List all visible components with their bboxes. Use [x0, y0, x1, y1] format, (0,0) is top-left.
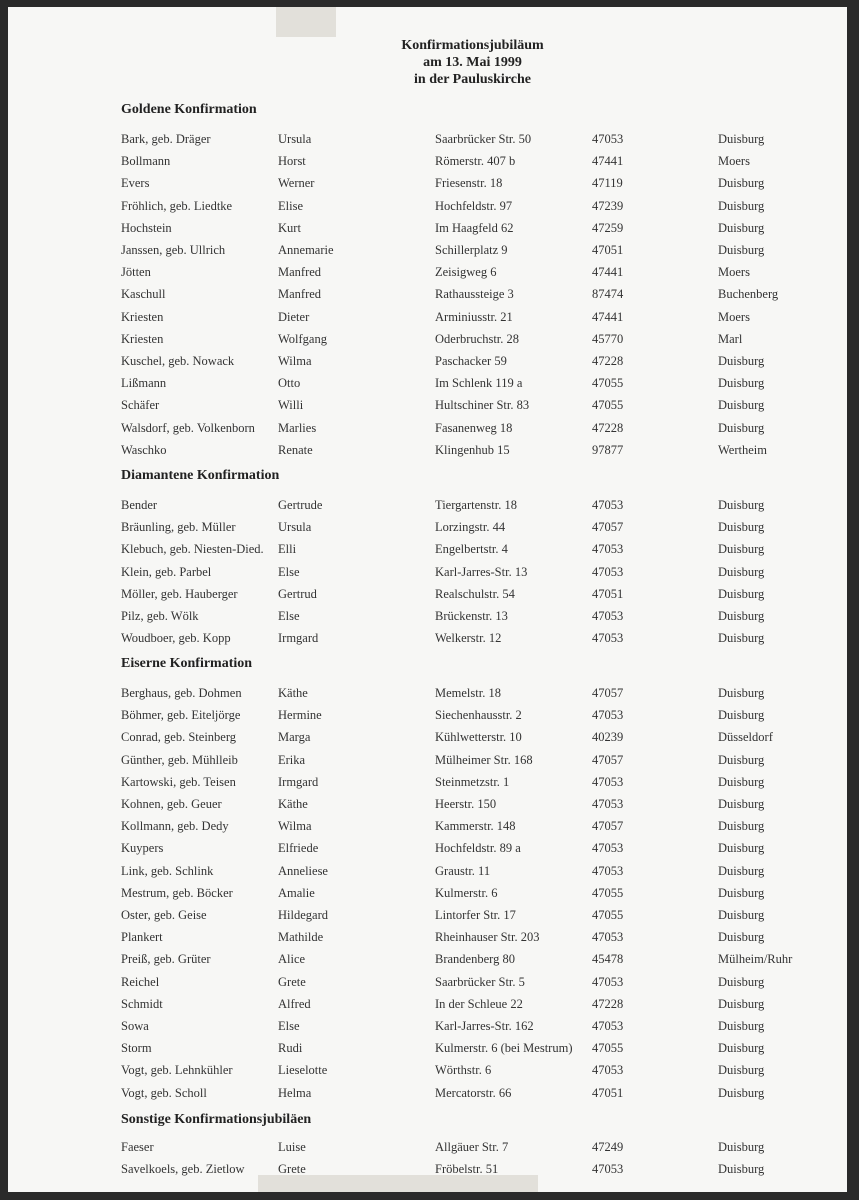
- postal-code: 97877: [592, 442, 624, 457]
- table-row: [8, 1041, 847, 1063]
- city: Duisburg: [718, 1140, 765, 1154]
- table-row: [8, 221, 847, 243]
- last-name: Kartowski, geb. Teisen: [121, 774, 236, 789]
- street: Lorzingstr. 44: [435, 520, 506, 535]
- first-name: Grete: [278, 1162, 306, 1177]
- postal-code: 47053: [592, 564, 624, 579]
- last-name: Klebuch, geb. Niesten-Died.: [121, 542, 264, 557]
- last-name: Böhmer, geb. Eiteljörge: [121, 708, 241, 723]
- city: Duisburg: [718, 376, 765, 391]
- street: Kammerstr. 148: [435, 819, 516, 834]
- last-name: Reichel: [121, 974, 160, 989]
- city: Duisburg: [718, 752, 765, 767]
- last-name: Waschko: [121, 442, 167, 457]
- table-row: [8, 797, 847, 819]
- postal-code: 47228: [592, 354, 624, 368]
- city: Duisburg: [718, 564, 765, 579]
- last-name: Lißmann: [121, 376, 167, 391]
- city: Duisburg: [718, 819, 765, 834]
- city: Duisburg: [718, 1019, 765, 1033]
- table-row: [8, 354, 847, 376]
- table-row: [8, 376, 847, 398]
- table-row: [8, 997, 847, 1019]
- last-name: Bark, geb. Dräger: [121, 132, 211, 146]
- table-row: [8, 730, 847, 752]
- postal-code: 47239: [592, 198, 624, 213]
- document-header: [8, 37, 847, 88]
- table-row: [8, 841, 847, 863]
- street: Paschacker 59: [435, 354, 507, 368]
- table-row: [8, 819, 847, 841]
- city: Mülheim/Ruhr: [718, 952, 793, 967]
- first-name: Rudi: [278, 1041, 303, 1056]
- last-name: Mestrum, geb. Böcker: [121, 885, 233, 900]
- last-name: Kohnen, geb. Geuer: [121, 797, 222, 811]
- city: Moers: [718, 309, 750, 324]
- table-row: [8, 398, 847, 420]
- street: Fasanenweg 18: [435, 420, 513, 435]
- first-name: Lieselotte: [278, 1063, 328, 1078]
- city: Duisburg: [718, 974, 765, 989]
- street: Friesenstr. 18: [435, 176, 503, 191]
- first-name: Annemarie: [278, 243, 334, 257]
- first-name: Ursula: [278, 520, 312, 535]
- section-title: Eiserne Konfirmation: [121, 656, 253, 671]
- table-row: [8, 952, 847, 974]
- postal-code: 47053: [592, 863, 624, 878]
- last-name: Berghaus, geb. Dohmen: [121, 686, 242, 700]
- last-name: Kriesten: [121, 309, 164, 324]
- city: Duisburg: [718, 398, 765, 413]
- last-name: Kriesten: [121, 331, 164, 346]
- postal-code: 47053: [592, 498, 624, 512]
- street: Klingenhub 15: [435, 442, 510, 457]
- table-row: [8, 686, 847, 708]
- first-name: Ursula: [278, 132, 312, 146]
- street: Rheinhauser Str. 203: [435, 930, 540, 945]
- first-name: Elli: [278, 542, 297, 557]
- city: Duisburg: [718, 542, 765, 557]
- last-name: Bender: [121, 498, 158, 512]
- street: Steinmetzstr. 1: [435, 774, 510, 789]
- postal-code: 47228: [592, 996, 624, 1011]
- first-name: Erika: [278, 752, 306, 767]
- postal-code: 47053: [592, 1063, 624, 1078]
- table-row: [8, 930, 847, 952]
- city: Marl: [718, 331, 743, 346]
- table-row: [8, 864, 847, 886]
- last-name: Link, geb. Schlink: [121, 863, 214, 878]
- city: Moers: [718, 265, 750, 280]
- first-name: Käthe: [278, 797, 308, 811]
- table-row: [8, 908, 847, 930]
- first-name: Willi: [278, 398, 304, 413]
- street: Memelstr. 18: [435, 686, 501, 700]
- last-name: Schäfer: [121, 398, 160, 413]
- table-row: [8, 542, 847, 564]
- document-page: [8, 7, 847, 1192]
- table-row: [8, 609, 847, 631]
- first-name: Wolfgang: [278, 331, 327, 346]
- city: Duisburg: [718, 841, 765, 856]
- first-name: Amalie: [278, 885, 315, 900]
- street: Mülheimer Str. 168: [435, 752, 533, 767]
- first-name: Horst: [278, 154, 306, 169]
- postal-code: 47441: [592, 265, 624, 280]
- postal-code: 47055: [592, 908, 624, 922]
- last-name: Bräunling, geb. Müller: [121, 520, 236, 535]
- first-name: Elise: [278, 198, 303, 213]
- last-name: Klein, geb. Parbel: [121, 564, 212, 579]
- first-name: Alfred: [278, 996, 311, 1011]
- table-row: [8, 587, 847, 609]
- last-name: Kuypers: [121, 841, 164, 856]
- first-name: Gertrud: [278, 586, 317, 601]
- street: Brückenstr. 13: [435, 609, 508, 623]
- street: Kulmerstr. 6 (bei Mestrum): [435, 1041, 573, 1056]
- postal-code: 47228: [592, 420, 624, 435]
- city: Duisburg: [718, 520, 765, 535]
- first-name: Werner: [278, 176, 315, 191]
- table-row: [8, 753, 847, 775]
- postal-code: 87474: [592, 287, 624, 302]
- last-name: Bollmann: [121, 154, 171, 169]
- postal-code: 47051: [592, 243, 624, 257]
- last-name: Walsdorf, geb. Volkenborn: [121, 420, 255, 435]
- street: Realschulstr. 54: [435, 586, 515, 601]
- first-name: Alice: [278, 952, 306, 967]
- street: Kühlwetterstr. 10: [435, 730, 522, 745]
- postal-code: 47057: [592, 752, 624, 767]
- table-row: [8, 520, 847, 542]
- first-name: Wilma: [278, 354, 312, 368]
- postal-code: 47051: [592, 1085, 624, 1100]
- street: Wörthstr. 6: [435, 1063, 492, 1078]
- city: Duisburg: [718, 198, 765, 213]
- first-name: Hermine: [278, 708, 322, 723]
- street: Kulmerstr. 6: [435, 885, 498, 900]
- first-name: Elfriede: [278, 841, 319, 856]
- city: Duisburg: [718, 774, 765, 789]
- last-name: Conrad, geb. Steinberg: [121, 730, 237, 745]
- first-name: Irmgard: [278, 631, 319, 646]
- first-name: Irmgard: [278, 774, 319, 789]
- first-name: Helma: [278, 1085, 312, 1100]
- city: Moers: [718, 154, 750, 169]
- postal-code: 47053: [592, 841, 624, 856]
- postal-code: 47051: [592, 586, 624, 601]
- last-name: Sowa: [121, 1019, 149, 1033]
- street: Karl-Jarres-Str. 162: [435, 1019, 534, 1033]
- street: Brandenberg 80: [435, 952, 515, 967]
- last-name: Jötten: [121, 265, 151, 280]
- last-name: Kollmann, geb. Dedy: [121, 819, 229, 834]
- street: Engelbertstr. 4: [435, 542, 508, 557]
- postal-code: 47055: [592, 1041, 624, 1056]
- postal-code: 47053: [592, 797, 624, 811]
- city: Düsseldorf: [718, 730, 773, 745]
- city: Duisburg: [718, 1041, 765, 1056]
- city: Duisburg: [718, 498, 765, 512]
- header-title: Konfirmationsjubiläum: [401, 38, 544, 53]
- postal-code: 47119: [592, 176, 623, 191]
- city: Duisburg: [718, 132, 765, 146]
- last-name: Möller, geb. Hauberger: [121, 586, 238, 601]
- city: Duisburg: [718, 1085, 765, 1100]
- city: Duisburg: [718, 863, 765, 878]
- first-name: Otto: [278, 376, 301, 391]
- last-name: Storm: [121, 1041, 152, 1056]
- last-name: Plankert: [121, 930, 163, 945]
- first-name: Else: [278, 564, 300, 579]
- street: Im Haagfeld 62: [435, 220, 514, 235]
- first-name: Wilma: [278, 819, 312, 834]
- street: Fröbelstr. 51: [435, 1162, 499, 1177]
- postal-code: 47057: [592, 520, 624, 535]
- city: Duisburg: [718, 908, 765, 922]
- city: Duisburg: [718, 176, 765, 191]
- street: Oderbruchstr. 28: [435, 331, 520, 346]
- street: Heerstr. 150: [435, 797, 497, 811]
- street: In der Schleue 22: [435, 996, 523, 1011]
- street: Rathaussteige 3: [435, 287, 514, 302]
- table-row: [8, 443, 847, 465]
- last-name: Hochstein: [121, 220, 172, 235]
- street: Zeisigweg 6: [435, 265, 497, 280]
- last-name: Kuschel, geb. Nowack: [121, 354, 235, 368]
- postal-code: 40239: [592, 730, 624, 745]
- first-name: Hildegard: [278, 908, 328, 922]
- postal-code: 47055: [592, 376, 624, 391]
- first-name: Manfred: [278, 265, 322, 280]
- city: Buchenberg: [718, 287, 779, 302]
- table-row: [8, 1019, 847, 1041]
- last-name: Günther, geb. Mühlleib: [121, 752, 238, 767]
- first-name: Marga: [278, 730, 311, 745]
- last-name: Savelkoels, geb. Zietlow: [121, 1162, 245, 1177]
- first-name: Gertrude: [278, 498, 323, 512]
- city: Duisburg: [718, 420, 765, 435]
- street: Lintorfer Str. 17: [435, 908, 516, 922]
- section-title: Diamantene Konfirmation: [121, 468, 280, 483]
- city: Duisburg: [718, 996, 765, 1011]
- last-name: Oster, geb. Geise: [121, 908, 207, 922]
- postal-code: 45478: [592, 952, 624, 967]
- table-row: [8, 498, 847, 520]
- first-name: Dieter: [278, 309, 310, 324]
- table-row: [8, 631, 847, 653]
- street: Saarbrücker Str. 5: [435, 974, 525, 989]
- header-location: in der Pauluskirche: [414, 72, 531, 87]
- street: Allgäuer Str. 7: [435, 1140, 509, 1154]
- city: Duisburg: [718, 220, 765, 235]
- table-row: [8, 332, 847, 354]
- postal-code: 45770: [592, 331, 624, 346]
- city: Duisburg: [718, 1162, 765, 1177]
- city: Duisburg: [718, 930, 765, 945]
- street: Welkerstr. 12: [435, 631, 502, 646]
- table-row: [8, 199, 847, 221]
- street: Hultschiner Str. 83: [435, 398, 530, 413]
- first-name: Else: [278, 1019, 300, 1033]
- section-title: Goldene Konfirmation: [121, 102, 257, 117]
- street: Hochfeldstr. 97: [435, 198, 513, 213]
- last-name: Schmidt: [121, 996, 163, 1011]
- table-row: [8, 886, 847, 908]
- postal-code: 47053: [592, 708, 624, 723]
- city: Duisburg: [718, 586, 765, 601]
- postal-code: 47057: [592, 819, 624, 834]
- first-name: Grete: [278, 974, 306, 989]
- table-row: [8, 975, 847, 997]
- tape-top: [276, 7, 336, 37]
- table-row: [8, 310, 847, 332]
- table-row: [8, 1140, 847, 1162]
- first-name: Manfred: [278, 287, 322, 302]
- postal-code: 47053: [592, 542, 624, 557]
- first-name: Anneliese: [278, 863, 328, 878]
- postal-code: 47053: [592, 609, 624, 623]
- table-row: [8, 1086, 847, 1108]
- city: Duisburg: [718, 354, 765, 368]
- first-name: Kurt: [278, 220, 301, 235]
- table-row: [8, 243, 847, 265]
- last-name: Vogt, geb. Lehnkühler: [121, 1063, 233, 1078]
- postal-code: 47441: [592, 154, 624, 169]
- city: Duisburg: [718, 885, 765, 900]
- table-row: [8, 132, 847, 154]
- city: Duisburg: [718, 243, 765, 257]
- street: Im Schlenk 119 a: [435, 376, 523, 391]
- last-name: Pilz, geb. Wölk: [121, 609, 199, 623]
- postal-code: 47441: [592, 309, 624, 324]
- city: Duisburg: [718, 797, 765, 811]
- first-name: Else: [278, 609, 300, 623]
- street: Hochfeldstr. 89 a: [435, 841, 521, 856]
- last-name: Preiß, geb. Grüter: [121, 952, 211, 967]
- postal-code: 47053: [592, 974, 624, 989]
- postal-code: 47053: [592, 1019, 624, 1033]
- postal-code: 47053: [592, 930, 624, 945]
- table-row: [8, 775, 847, 797]
- last-name: Fröhlich, geb. Liedtke: [121, 198, 233, 213]
- street: Arminiusstr. 21: [435, 309, 513, 324]
- postal-code: 47053: [592, 774, 624, 789]
- header-date: am 13. Mai 1999: [423, 55, 522, 70]
- table-row: [8, 265, 847, 287]
- postal-code: 47249: [592, 1140, 624, 1154]
- city: Duisburg: [718, 1063, 765, 1078]
- city: Duisburg: [718, 708, 765, 723]
- table-row: [8, 565, 847, 587]
- last-name: Faeser: [121, 1140, 154, 1154]
- postal-code: 47259: [592, 220, 624, 235]
- postal-code: 47055: [592, 398, 624, 413]
- table-row: [8, 708, 847, 730]
- postal-code: 47053: [592, 132, 624, 146]
- last-name: Vogt, geb. Scholl: [121, 1085, 207, 1100]
- street: Siechenhausstr. 2: [435, 708, 522, 723]
- table-row: [8, 1063, 847, 1085]
- first-name: Käthe: [278, 686, 308, 700]
- table-row: [8, 287, 847, 309]
- city: Wertheim: [718, 442, 767, 457]
- table-row: [8, 1162, 847, 1184]
- table-row: [8, 176, 847, 198]
- first-name: Renate: [278, 442, 313, 457]
- postal-code: 47053: [592, 631, 624, 646]
- postal-code: 47055: [592, 885, 624, 900]
- street: Mercatorstr. 66: [435, 1085, 512, 1100]
- street: Schillerplatz 9: [435, 243, 508, 257]
- street: Tiergartenstr. 18: [435, 498, 517, 512]
- city: Duisburg: [718, 609, 765, 623]
- section-title: Sonstige Konfirmationsjubiläen: [121, 1112, 312, 1127]
- postal-code: 47057: [592, 686, 624, 700]
- table-row: [8, 154, 847, 176]
- last-name: Woudboer, geb. Kopp: [121, 631, 231, 646]
- street: Saarbrücker Str. 50: [435, 132, 532, 146]
- first-name: Luise: [278, 1140, 306, 1154]
- table-row: [8, 421, 847, 443]
- last-name: Evers: [121, 176, 150, 191]
- first-name: Mathilde: [278, 930, 324, 945]
- postal-code: 47053: [592, 1162, 624, 1177]
- city: Duisburg: [718, 686, 765, 700]
- last-name: Janssen, geb. Ullrich: [121, 243, 226, 257]
- last-name: Kaschull: [121, 287, 166, 302]
- street: Karl-Jarres-Str. 13: [435, 564, 528, 579]
- city: Duisburg: [718, 631, 765, 646]
- first-name: Marlies: [278, 420, 317, 435]
- street: Römerstr. 407 b: [435, 154, 516, 169]
- street: Graustr. 11: [435, 863, 491, 878]
